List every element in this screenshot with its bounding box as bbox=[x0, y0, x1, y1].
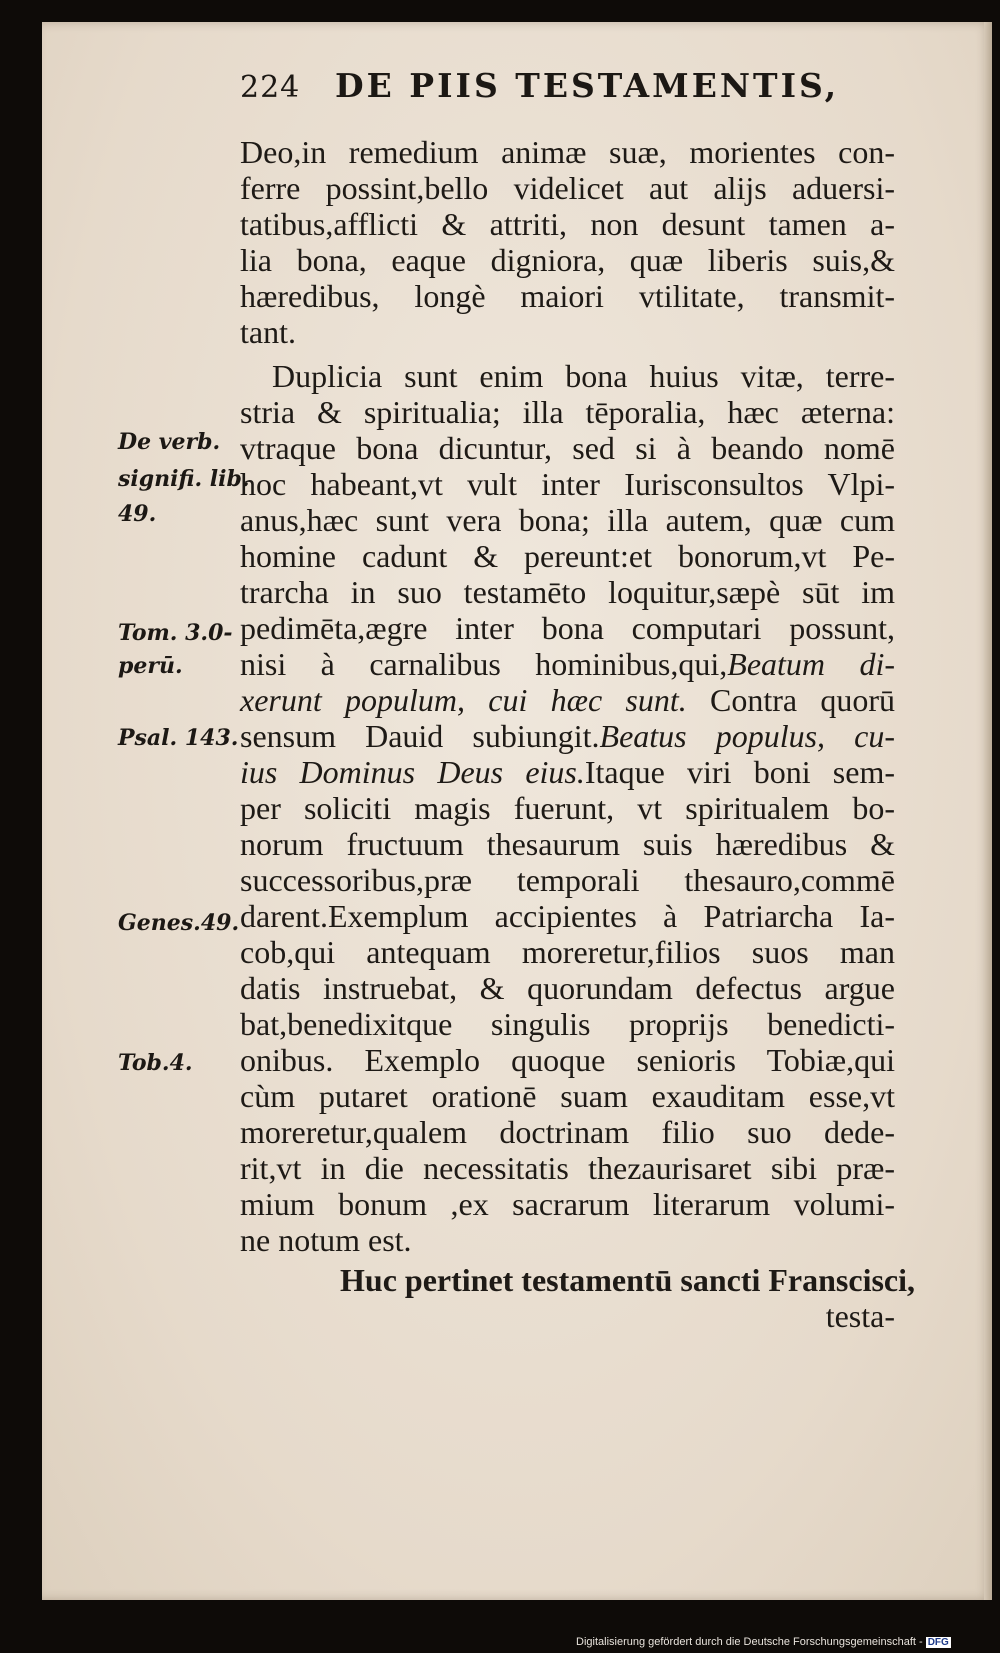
text-segment-italic: xerunt populum, cui hæc sunt. bbox=[240, 682, 687, 718]
text-line: lia bona, eaque digniora, quæ liberis suis,& bbox=[240, 242, 895, 278]
text-line: rit,vt in die necessitatis thezaurisaret sibi præ- bbox=[240, 1150, 895, 1186]
text-line: Huc pertinet testamentū sancti Franscisci, bbox=[340, 1262, 916, 1298]
text-line: mium bonum ,ex sacrarum literarum volumi- bbox=[240, 1186, 895, 1222]
text-line: norum fructuum thesaurum suis hæredibus & bbox=[240, 826, 895, 862]
text-line bbox=[240, 718, 895, 754]
text-line bbox=[240, 682, 895, 718]
catchword: testa- bbox=[825, 1298, 895, 1334]
text-line bbox=[240, 754, 895, 790]
text-line: cob,qui antequam moreretur,filios suos man bbox=[240, 934, 895, 970]
text-line: successoribus,præ temporali thesauro,commē bbox=[240, 862, 895, 898]
text-line: trarcha in suo testamēto loquitur,sæpè sūt im bbox=[240, 574, 895, 610]
text-line: cùm putaret orationē suam exauditam esse,vt bbox=[240, 1078, 895, 1114]
margin-note: 49. bbox=[118, 501, 157, 527]
text-segment: nisi à carnalibus hominibus,qui, bbox=[240, 646, 728, 682]
text-line: Duplicia sunt enim bona huius vitæ, terre- bbox=[272, 358, 895, 394]
text-line: datis instruebat, & quorundam defectus argue bbox=[240, 970, 895, 1006]
text-line: per soliciti magis fuerunt, vt spiritualem bo- bbox=[240, 790, 895, 826]
text-line: hoc habeant,vt vult inter Iurisconsultos Vlpi- bbox=[240, 466, 895, 502]
text-line: tatibus,afflicti & attriti, non desunt tamen a- bbox=[240, 206, 895, 242]
text-segment-italic: Beatum di- bbox=[727, 646, 895, 682]
text-line: hæredibus, longè maiori vtilitate, transmit- bbox=[240, 278, 895, 314]
text-line: anus,hæc sunt vera bona; illa autem, quæ cum bbox=[240, 502, 895, 538]
margin-note: perū. bbox=[118, 653, 183, 679]
text-line: ferre possint,bello videlicet aut alijs aduersi- bbox=[240, 170, 895, 206]
text-line: homine cadunt & pereunt:et bonorum,vt Pe- bbox=[240, 538, 895, 574]
text-line: vtraque bona dicuntur, sed si à beando nomē bbox=[240, 430, 895, 466]
text-line: tant. bbox=[240, 314, 296, 350]
margin-note: Tob.4. bbox=[118, 1050, 193, 1076]
margin-note: Psal. 143. bbox=[118, 725, 239, 751]
text-line: Deo,in remedium animæ suæ, morientes con- bbox=[240, 134, 895, 170]
margin-note: Genes.49. bbox=[118, 910, 240, 936]
credit-text: Digitalisierung gefördert durch die Deutsche Forschungsgemeinschaft - bbox=[576, 1636, 923, 1648]
text-segment-italic: ius Dominus Deus eius. bbox=[240, 754, 585, 790]
text-line bbox=[240, 646, 895, 682]
page-edge bbox=[984, 22, 992, 1600]
text-line: bat,benedixitque singulis proprijs benedicti- bbox=[240, 1006, 895, 1042]
page-number: 224 bbox=[240, 70, 301, 105]
page-header bbox=[240, 66, 890, 116]
text-segment: Contra quorū bbox=[710, 682, 896, 718]
text-line: onibus. Exemplo quoque senioris Tobiæ,qui bbox=[240, 1042, 895, 1078]
dfg-logo: DFG bbox=[927, 1637, 949, 1648]
text-line: moreretur,qualem doctrinam filio suo dede- bbox=[240, 1114, 895, 1150]
text-segment-italic: Beatus populus, cu- bbox=[599, 718, 895, 754]
margin-note: signifi. lib. bbox=[118, 466, 250, 492]
text-segment: Itaque viri boni sem- bbox=[584, 754, 896, 790]
text-line: ne notum est. bbox=[240, 1222, 412, 1258]
text-line: pedimēta,ægre inter bona computari possunt, bbox=[240, 610, 895, 646]
running-title: DE PIIS TESTAMENTIS, bbox=[335, 66, 840, 105]
digitization-credit bbox=[576, 1636, 996, 1650]
margin-note: De verb. bbox=[118, 429, 221, 455]
text-line: stria & spiritualia; illa tēporalia, hæc æterna: bbox=[240, 394, 895, 430]
text-line: darent.Exemplum accipientes à Patriarcha Ia- bbox=[240, 898, 895, 934]
margin-note: Tom. 3.0- bbox=[118, 620, 233, 646]
text-segment: sensum Dauid subiungit. bbox=[240, 718, 600, 754]
